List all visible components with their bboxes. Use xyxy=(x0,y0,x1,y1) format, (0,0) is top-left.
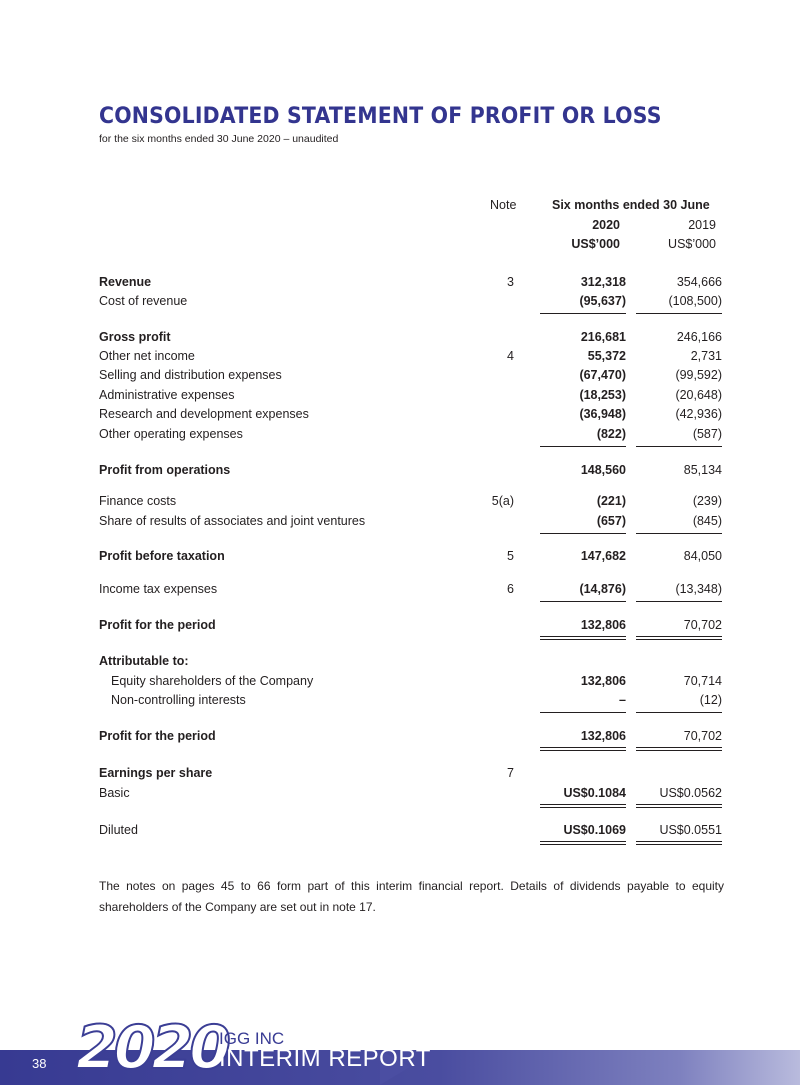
value-2019: (587) xyxy=(692,427,722,441)
value-2019: (13,348) xyxy=(675,582,722,596)
table-row-revenue xyxy=(0,275,800,293)
page-subtitle: for the six months ended 30 June 2020 – unaudited xyxy=(99,133,339,145)
value-2020: – xyxy=(619,693,626,707)
row-note: 7 xyxy=(507,766,514,780)
value-2020: 132,806 xyxy=(580,729,626,743)
row-note: 6 xyxy=(507,582,514,596)
value-2020: (67,470) xyxy=(579,368,626,382)
value-2019: 70,714 xyxy=(683,674,722,688)
table-row-eps xyxy=(0,766,800,784)
row-label: Profit from operations xyxy=(99,463,231,477)
year-2019-header: 2019 xyxy=(688,218,716,232)
value-2019: (845) xyxy=(692,514,722,528)
table-row-share-associates xyxy=(0,514,800,532)
value-2019: 85,134 xyxy=(683,463,722,477)
total-double-rule xyxy=(636,636,722,640)
table-row-selling-expenses xyxy=(0,368,800,386)
row-label: Profit for the period xyxy=(99,618,216,632)
total-double-rule xyxy=(540,804,626,808)
report-year-logo: 2020 xyxy=(76,1013,227,1083)
table-row-attributable xyxy=(0,654,800,672)
row-label: Research and development expenses xyxy=(99,407,309,421)
value-2020: 216,681 xyxy=(580,330,626,344)
value-2019: (99,592) xyxy=(675,368,722,382)
table-row-profit-for-period xyxy=(0,729,800,747)
row-label: Earnings per share xyxy=(99,766,213,780)
total-double-rule xyxy=(636,747,722,751)
value-2019: 2,731 xyxy=(690,349,722,363)
subtotal-rule xyxy=(540,533,626,534)
value-2019: (239) xyxy=(692,494,722,508)
value-2019: US$0.0562 xyxy=(659,786,722,800)
subtotal-rule xyxy=(540,601,626,602)
value-2019: (42,936) xyxy=(675,407,722,421)
year-2020-header: 2020 xyxy=(592,218,620,232)
table-row-admin-expenses xyxy=(0,388,800,406)
row-label: Profit before taxation xyxy=(99,549,225,563)
table-row-finance-costs xyxy=(0,494,800,512)
value-2020: (14,876) xyxy=(579,582,626,596)
row-label: Profit for the period xyxy=(99,729,216,743)
subtotal-rule xyxy=(636,601,722,602)
note-column-header: Note xyxy=(490,198,517,212)
period-header: Six months ended 30 June xyxy=(552,198,710,212)
subtotal-rule xyxy=(636,313,722,314)
row-label: Revenue xyxy=(99,275,152,289)
value-2020: 147,682 xyxy=(580,549,626,563)
total-double-rule xyxy=(540,841,626,845)
table-row-gross-profit xyxy=(0,330,800,348)
row-label: Selling and distribution expenses xyxy=(99,368,282,382)
page-title: CONSOLIDATED STATEMENT OF PROFIT OR LOSS xyxy=(99,104,662,129)
value-2019: 70,702 xyxy=(683,729,722,743)
subtotal-rule xyxy=(636,446,722,447)
footnote: The notes on pages 45 to 66 form part of this interim financial report. Details of dividends payable to equity shareholders of the Company are set out in note 17. xyxy=(99,879,724,914)
row-label: Finance costs xyxy=(99,494,177,508)
table-row-other-operating xyxy=(0,427,800,445)
row-label: Gross profit xyxy=(99,330,171,344)
table-row-other-net-income xyxy=(0,349,800,367)
subtotal-rule xyxy=(636,533,722,534)
total-double-rule xyxy=(540,747,626,751)
row-label: Equity shareholders of the Company xyxy=(111,674,314,688)
row-label: Basic xyxy=(99,786,130,800)
table-row-profit-before-tax xyxy=(0,549,800,567)
row-label: Cost of revenue xyxy=(99,294,188,308)
subtotal-rule xyxy=(636,712,722,713)
page-number: 38 xyxy=(32,1056,47,1071)
row-note: 5(a) xyxy=(491,494,514,508)
value-2019: (20,648) xyxy=(675,388,722,402)
row-label: Share of results of associates and joint ventures xyxy=(99,514,366,528)
value-2020: 55,372 xyxy=(587,349,626,363)
table-row-profit-from-operations xyxy=(0,463,800,481)
value-2020: 148,560 xyxy=(580,463,626,477)
unit-2019-header: US$’000 xyxy=(668,237,716,251)
value-2019: 246,166 xyxy=(676,330,722,344)
subtotal-rule xyxy=(540,313,626,314)
total-double-rule xyxy=(636,804,722,808)
row-label: Income tax expenses xyxy=(99,582,218,596)
row-label: Administrative expenses xyxy=(99,388,235,402)
row-note: 5 xyxy=(507,549,514,563)
report-name: INTERIM REPORT xyxy=(219,1045,431,1072)
value-2019: US$0.0551 xyxy=(659,823,722,837)
table-row-eps-basic xyxy=(0,786,800,804)
value-2019: 70,702 xyxy=(683,618,722,632)
row-label: Diluted xyxy=(99,823,138,837)
table-row-nci xyxy=(0,693,800,711)
value-2020: US$0.1084 xyxy=(563,786,626,800)
total-double-rule xyxy=(636,841,722,845)
row-note: 4 xyxy=(507,349,514,363)
value-2020: (657) xyxy=(596,514,626,528)
table-row-income-tax xyxy=(0,582,800,600)
total-double-rule xyxy=(540,636,626,640)
table-row-profit-for-period xyxy=(0,618,800,636)
unit-2020-header: US$’000 xyxy=(571,237,620,251)
subtotal-rule xyxy=(540,712,626,713)
value-2019: 84,050 xyxy=(683,549,722,563)
value-2020: US$0.1069 xyxy=(563,823,626,837)
table-row-rnd-expenses xyxy=(0,407,800,425)
value-2019: (12) xyxy=(699,693,722,707)
table-row-cost-of-revenue xyxy=(0,294,800,312)
value-2020: (36,948) xyxy=(579,407,626,421)
table-row-equity-shareholders xyxy=(0,674,800,692)
row-label: Non-controlling interests xyxy=(111,693,246,707)
row-label: Other operating expenses xyxy=(99,427,243,441)
value-2020: (822) xyxy=(596,427,626,441)
value-2020: (95,637) xyxy=(579,294,626,308)
table-row-eps-diluted xyxy=(0,823,800,841)
subtotal-rule xyxy=(540,446,626,447)
value-2020: 132,806 xyxy=(580,618,626,632)
value-2020: 132,806 xyxy=(580,674,626,688)
row-label: Other net income xyxy=(99,349,195,363)
company-name: IGG INC xyxy=(219,1029,285,1048)
row-label: Attributable to: xyxy=(99,654,189,668)
value-2020: (18,253) xyxy=(579,388,626,402)
value-2020: (221) xyxy=(596,494,626,508)
value-2019: 354,666 xyxy=(676,275,722,289)
value-2020: 312,318 xyxy=(580,275,626,289)
value-2019: (108,500) xyxy=(668,294,722,308)
row-note: 3 xyxy=(507,275,514,289)
